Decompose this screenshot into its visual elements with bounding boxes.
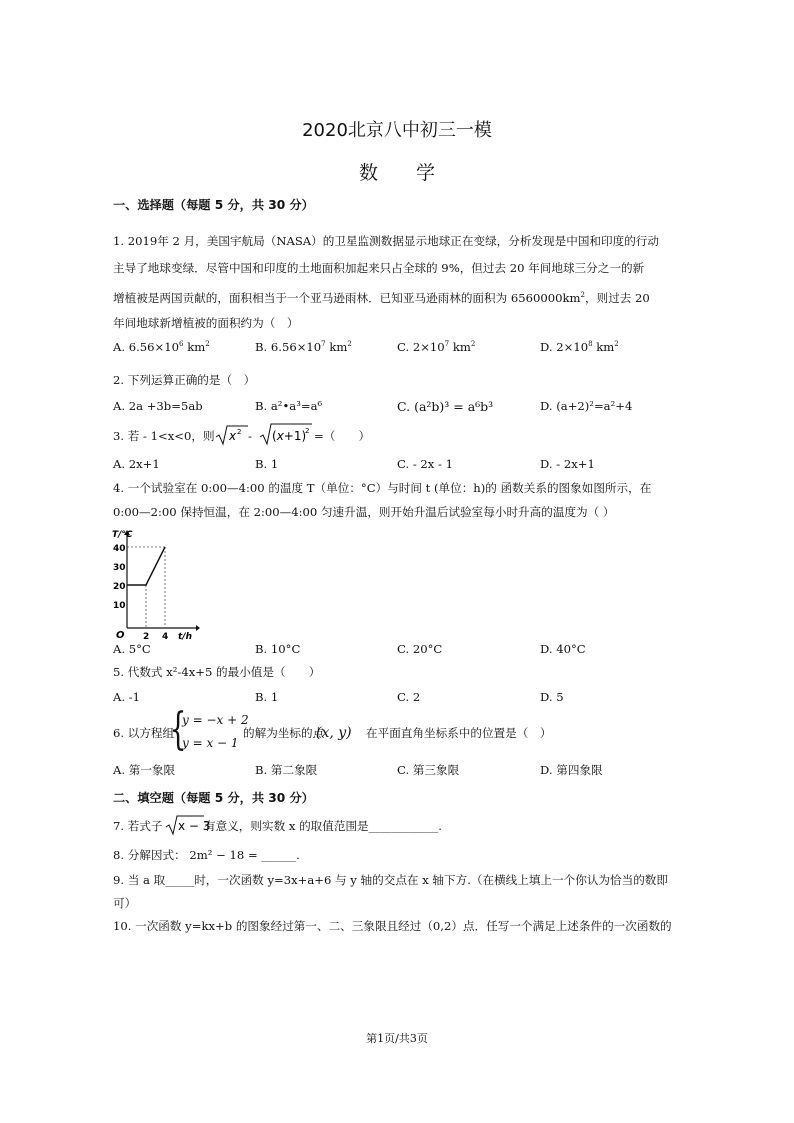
svg-text:(x+1): (x+1) bbox=[272, 429, 307, 443]
q3-stem-prefix: 3. 若 - 1<x<0，则 bbox=[113, 429, 215, 443]
page-footer: 第1页/共3页 bbox=[366, 1032, 428, 1045]
temperature-line bbox=[127, 547, 165, 585]
system-brace: { bbox=[169, 704, 187, 755]
section-heading-fill: 二、填空题（每题 5 分，共 30 分） bbox=[113, 791, 314, 805]
q6-option-d: D. 第四象限 bbox=[540, 763, 603, 777]
q6-suffix-b: 在平面直角坐标系中的位置是（ ） bbox=[366, 726, 552, 740]
svg-text:x − 3: x − 3 bbox=[178, 819, 211, 833]
q6-option-c: C. 第三象限 bbox=[397, 763, 460, 777]
x-tick-2: 2 bbox=[143, 632, 150, 642]
q6-point: (x, y) bbox=[316, 725, 352, 741]
q5-option-d: D. 5 bbox=[540, 690, 564, 704]
q1-option-a: A. $6.56\times 10^6$ $km^2$ bbox=[113, 340, 210, 354]
q6-option-a: A. 第一象限 bbox=[113, 763, 176, 777]
q6-suffix-a: 的解为坐标的点 bbox=[243, 726, 325, 740]
q1-line1: 1. 2019年 2 月，美国宇航局（NASA）的卫星监测数据显示地球正在变绿，分析发现是中国和印度的行动 bbox=[113, 234, 659, 248]
q1-option-b: B. $6.56\times 10^7$ $km^2$ bbox=[255, 340, 352, 354]
q5-option-b: B. 1 bbox=[255, 690, 279, 704]
sqrt-x-plus-1-squared bbox=[258, 421, 312, 447]
x-axis-label: t/h bbox=[178, 632, 192, 642]
origin-label: O bbox=[116, 630, 125, 641]
q2-option-b: B. a²•a³=a⁶ bbox=[255, 399, 323, 413]
q4-temperature-graph bbox=[110, 528, 200, 640]
page-title: 2020北京八中初三一模 bbox=[302, 120, 492, 141]
subject-title: 数 学 bbox=[358, 162, 435, 184]
q10-line1: 10. 一次函数 y=kx+b 的图象经过第一、二、三象限且经过（0,2）点．任写一个满足上述条件的一次函数的 bbox=[113, 919, 672, 933]
y-axis-label: T/°C bbox=[112, 530, 133, 540]
q4-option-a: A. 5°C bbox=[113, 642, 151, 656]
q4-line1: 4. 一个试验室在 0:00—4:00 的温度 T（单位：°C）与时间 t (单位：h)的 函数关系的图象如图所示，在 bbox=[113, 481, 652, 495]
q7-prefix: 7. 若式子 bbox=[113, 819, 163, 833]
sqrt-x-squared bbox=[214, 423, 248, 447]
q1-line2: 主导了地球变绿．尽管中国和印度的土地面积加起来只占全球的 9%，但过去 20 年间地球三分之一的新 bbox=[113, 261, 645, 275]
q5-option-a: A. -1 bbox=[113, 690, 141, 704]
q6-equation-2: y = x − 1 bbox=[182, 736, 239, 750]
svg-text:x: x bbox=[229, 429, 237, 443]
q3-minus: - bbox=[248, 429, 252, 443]
y-tick-30: 30 bbox=[113, 563, 126, 573]
x-axis-arrow bbox=[196, 625, 200, 631]
q8-text: 8. 分解因式： 2m² − 18 = ______. bbox=[113, 848, 300, 862]
svg-text:2: 2 bbox=[305, 427, 310, 435]
q6-equation-1: y = −x + 2 bbox=[182, 713, 249, 727]
sqrt-x-minus-3 bbox=[164, 813, 211, 837]
q5-stem: 5. 代数式 x²-4x+5 的最小值是（ ） bbox=[113, 665, 321, 679]
y-tick-10: 10 bbox=[113, 601, 126, 611]
q7-suffix: 有意义，则实数 x 的取值范围是____________. bbox=[204, 819, 442, 833]
q4-line2: 0:00—2:00 保持恒温，在 2:00—4:00 匀速升温，则开始升温后试验室每小时升高的温度为（ ） bbox=[113, 505, 615, 519]
y-tick-20: 20 bbox=[113, 582, 126, 592]
q3-option-a: A. 2x+1 bbox=[113, 457, 160, 471]
q5-option-c: C. 2 bbox=[397, 690, 421, 704]
q2-option-c: C. (a²b)³ = a⁶b³ bbox=[397, 399, 494, 414]
q1-option-d: D. $2\times 10^8$ $km^2$ bbox=[540, 340, 619, 354]
section-heading-choice: 一、选择题（每题 5 分，共 30 分） bbox=[113, 198, 314, 212]
q1-line3: 增植被是两国贡献的，面积相当于一个亚马逊雨林．已知亚马逊雨林的面积为 $6560000km^2$，则过去 20 bbox=[113, 291, 650, 305]
q4-option-c: C. 20°C bbox=[397, 642, 443, 656]
q3-option-b: B. 1 bbox=[255, 457, 279, 471]
q4-option-b: B. 10°C bbox=[255, 642, 301, 656]
svg-text:2: 2 bbox=[237, 428, 242, 436]
q3-option-c: C. - 2x - 1 bbox=[397, 457, 454, 471]
x-tick-4: 4 bbox=[162, 632, 169, 642]
q6-prefix: 6. 以方程组 bbox=[113, 726, 175, 740]
q2-option-d: D. (a+2)²=a²+4 bbox=[540, 399, 633, 413]
y-tick-40: 40 bbox=[113, 544, 126, 554]
q1-line4: 年间地球新增植被的面积约为（ ） bbox=[113, 316, 299, 330]
q2-option-a: A. 2a +3b=5ab bbox=[113, 399, 203, 413]
q4-option-d: D. 40°C bbox=[540, 642, 586, 656]
q3-stem-suffix: =（ ） bbox=[314, 429, 371, 443]
q3-option-d: D. - 2x+1 bbox=[540, 457, 595, 471]
q9-line1: 9. 当 a 取_____时，一次函数 y=3x+a+6 与 y 轴的交点在 x 轴下方.（在横线上填上一个你认为恰当的数即 bbox=[113, 873, 668, 887]
q1-option-c: C. $2\times 10^7$ $km^2$ bbox=[397, 340, 476, 354]
q6-option-b: B. 第二象限 bbox=[255, 763, 318, 777]
q9-line2: 可） bbox=[113, 896, 137, 910]
q2-stem: 2. 下列运算正确的是（ ） bbox=[113, 373, 256, 387]
